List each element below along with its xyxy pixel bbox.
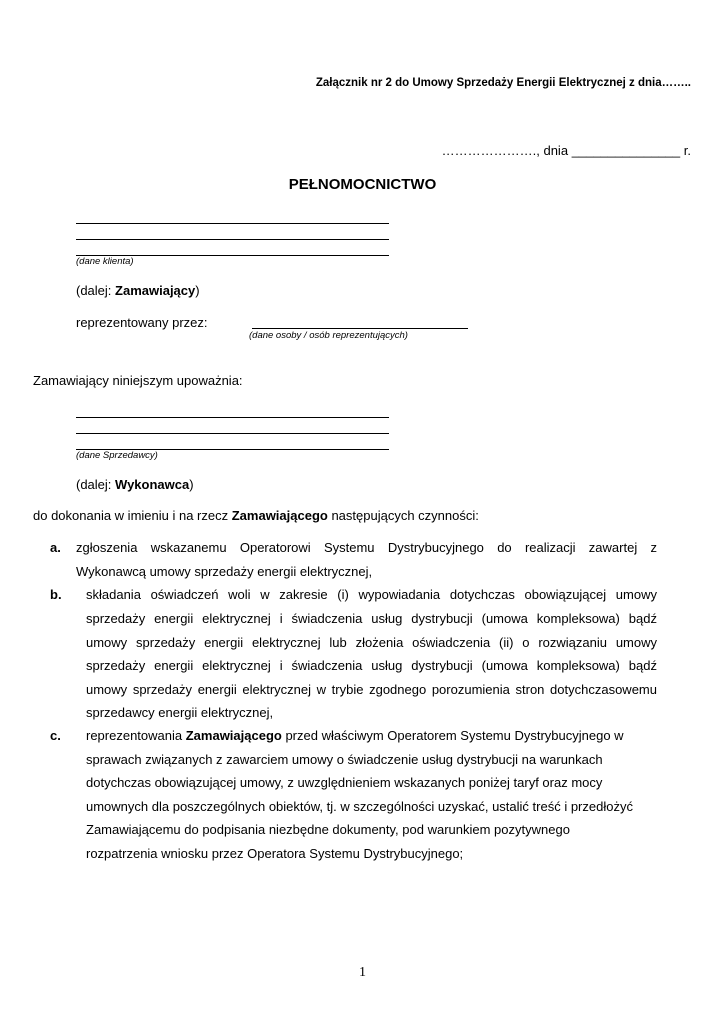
annex-note: Załącznik nr 2 do Umowy Sprzedaży Energii Elektrycznej z dnia…….. — [315, 77, 691, 89]
seller-data-line-2 — [76, 433, 389, 434]
scope-name: Zamawiającego — [231, 508, 328, 523]
item-c-letter: c. — [50, 728, 61, 743]
date-blank: _______________ — [571, 143, 681, 158]
seller-alias — [76, 477, 194, 492]
item-c-line-2: sprawach związanych z zawarciem umowy o świadczenie usług dystrybucji na warunkach — [86, 752, 603, 767]
item-c-line-3: dotychczas obowiązującej umowy, z uwzględnieniem wskazanych poniżej taryf oraz mocy — [86, 775, 603, 790]
seller-data-line-1 — [76, 417, 389, 418]
represented-by-line — [252, 328, 468, 329]
item-c-line-5: Zamawiającemu do podpisania niezbędne dokumenty, pod warunkiem pozytywnego — [86, 822, 570, 837]
item-c-name: Zamawiającego — [185, 728, 282, 743]
date-suffix: r. — [683, 143, 691, 158]
seller-alias-suffix: ) — [189, 477, 194, 492]
seller-data-caption: (dane Sprzedawcy) — [76, 450, 158, 461]
document-title: PEŁNOMOCNICTWO — [288, 176, 437, 193]
item-b-line-4: sprzedaży energii elektrycznej i świadczenia usług dystrybucji (umowa kompleksowa) bądź — [86, 658, 657, 673]
place-date-line — [442, 143, 691, 158]
place-placeholder: …………………., dnia — [441, 143, 569, 158]
item-b-line-5: umowy sprzedaży energii elektrycznej w trybie zgodnego porozumienia stron dotychczasowemu — [86, 682, 657, 697]
item-c-suffix: przed właściwym Operatorem Systemu Dystrybucyjnego w — [281, 728, 624, 743]
scope-suffix: następujących czynności: — [327, 508, 479, 523]
item-a-letter: a. — [50, 540, 61, 555]
item-c-line-1 — [86, 724, 624, 748]
client-alias-name: Zamawiający — [115, 283, 196, 298]
client-data-line-2 — [76, 239, 389, 240]
scope-sentence — [33, 508, 479, 523]
item-b-line-1: składania oświadczeń woli w zakresie (i) wypowiadania dotychczas obowiązującej umowy — [86, 587, 657, 602]
page-number: 1 — [359, 965, 366, 980]
item-b-line-3: umowy sprzedaży energii elektrycznej lub złożenia oświadczenia (ii) o rozwiązaniu umowy — [86, 635, 657, 650]
seller-alias-name: Wykonawca — [115, 477, 190, 492]
client-alias — [76, 283, 200, 298]
represented-by-caption: (dane osoby / osób reprezentujących) — [249, 330, 408, 341]
item-c-prefix: reprezentowania — [86, 728, 186, 743]
item-a-line-2: Wykonawcą umowy sprzedaży energii elektrycznej, — [76, 564, 373, 579]
item-b-line-6: sprzedawcy energii elektrycznej, — [86, 705, 274, 720]
item-c-line-4: umownych dla poszczególnych obiektów, tj. w szczególności uzyskać, ustalić treść i przedłożyć — [86, 799, 633, 814]
scope-prefix: do dokonania w imieniu i na rzecz — [33, 508, 232, 523]
item-b-letter: b. — [50, 587, 62, 602]
item-a-line-1: zgłoszenia wskazanemu Operatorowi Systemu Dystrybucyjnego do realizacji zawartej z — [76, 540, 657, 555]
item-b-line-2: sprzedaży energii elektrycznej i świadczenia usług dystrybucji (umowa kompleksowa) bądź — [86, 611, 657, 626]
represented-by-label: reprezentowany przez: — [76, 315, 208, 330]
item-c-line-6: rozpatrzenia wniosku przez Operatora Systemu Dystrybucyjnego; — [86, 846, 464, 861]
seller-alias-prefix: (dalej: — [76, 477, 116, 492]
authorizes-text: Zamawiający niniejszym upoważnia: — [33, 373, 243, 388]
client-data-line-1 — [76, 223, 389, 224]
client-data-caption: (dane klienta) — [76, 256, 134, 267]
client-alias-prefix: (dalej: — [76, 283, 116, 298]
client-alias-suffix: ) — [195, 283, 200, 298]
